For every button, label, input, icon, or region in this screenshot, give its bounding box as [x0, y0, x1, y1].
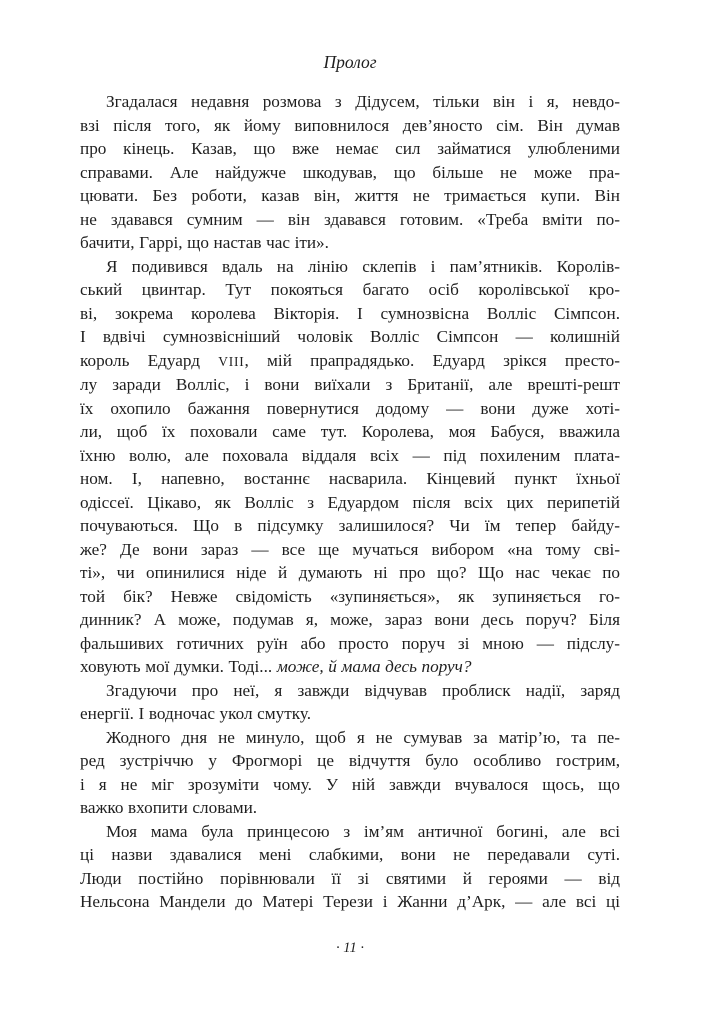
- text-segment: лу заради Волліс, і вони виїхали з Британії, але врешті-решт: [80, 375, 620, 394]
- text-segment: їхню волю, але поховала віддаля всіх — під похиленим плата-: [80, 445, 620, 465]
- text-segment: Люди постійно порівнювали її зі святими й героями — від: [80, 868, 620, 888]
- text-segment: енергії. І водночас укол смутку.: [80, 704, 312, 723]
- text-line: [80, 679, 620, 703]
- paragraph: [80, 679, 620, 726]
- text-segment: ці назви здавалися мені слабкими, вони не передавали суті.: [80, 845, 620, 864]
- text-segment-italic: може, й мама десь поруч?: [276, 657, 472, 676]
- text-line: [80, 161, 620, 185]
- text-line: [80, 749, 620, 773]
- paragraph: [80, 255, 620, 679]
- text-line: [80, 397, 620, 421]
- text-line: [80, 538, 620, 562]
- text-segment: ховують мої думки. Тоді...: [80, 657, 277, 676]
- text-line: [80, 514, 620, 538]
- text-line: [80, 608, 620, 632]
- text-line: [80, 773, 620, 797]
- text-line: [80, 702, 620, 726]
- text-segment-smallcaps: VIII: [218, 353, 245, 369]
- text-line: [80, 90, 620, 114]
- text-segment: Згадалася недавня розмова з Дідусем, тільки він і я, невдо-: [106, 92, 620, 111]
- text-segment: динник? А може, подумав я, може, зараз вони десь поруч? Біля: [80, 610, 620, 629]
- text-line: [80, 137, 620, 161]
- text-segment: про кінець. Казав, що вже немає сил займатися улюбленими: [80, 139, 620, 158]
- text-segment: ві, зокрема королева Вікторія. І сумнозвісна Волліс Сімпсон.: [80, 303, 620, 323]
- text-line: [80, 867, 620, 891]
- text-segment: Згадуючи про неї, я завжди відчував проблиск надії, заряд: [106, 680, 620, 700]
- chapter-title: Пролог: [323, 52, 377, 72]
- text-line: [80, 796, 620, 820]
- text-line: [80, 208, 620, 232]
- text-segment: ський цвинтар. Тут покояться багато осіб королівської кро-: [80, 280, 620, 299]
- text-segment: же? Де вони зараз — все ще мучаться вибором «на тому сві-: [80, 539, 620, 559]
- text-segment: король Едуард: [80, 350, 219, 370]
- text-segment: одіссеї. Цікаво, як Волліс з Едуардом після всіх цих перипетій: [80, 492, 620, 512]
- text-segment: ном. І, напевно, востаннє насварила. Кінцевий пункт їхньої: [80, 469, 620, 488]
- text-segment: І вдвічі сумнозвісніший чоловік Волліс Сімпсон — колишній: [80, 327, 620, 346]
- text-segment: Я подивився вдаль на лінію склепів і пам’ятників. Королів-: [106, 256, 620, 276]
- text-segment: ті», чи опинилися ніде й думають ні про що? Що нас чекає по: [80, 563, 620, 582]
- text-segment: цювати. Без роботи, казав він, життя не тримається купи. Він: [80, 186, 620, 205]
- text-line: [80, 467, 620, 491]
- text-segment: важко вхопити словами.: [80, 798, 258, 817]
- text-line: [80, 561, 620, 585]
- text-segment: фальшивих готичних руїн або просто поруч зі мною — підслу-: [80, 633, 620, 653]
- text-segment: бачити, Гаррі, що настав час іти».: [80, 233, 329, 252]
- text-segment: справами. Але найдужче шкодував, що більше не може пра-: [80, 162, 620, 182]
- text-segment: ли, щоб їх поховали саме тут. Королева, моя Бабуся, вважила: [80, 422, 620, 441]
- text-line: [80, 655, 620, 679]
- text-line: [80, 890, 620, 914]
- text-line: [80, 373, 620, 397]
- text-line: [80, 820, 620, 844]
- text-segment: почуваються. Що в підсумку залишилося? Чи їм тепер байду-: [80, 516, 620, 535]
- text-segment: той бік? Невже свідомість «зупиняється», як зупиняється го-: [80, 586, 620, 606]
- text-segment: Нельсона Мандели до Матері Терези і Жанни д’Арк, — але всі ці: [80, 892, 620, 911]
- text-segment: і я не міг зрозуміти чому. У ній завжди вчувалося щось, що: [80, 774, 620, 794]
- text-line: [80, 302, 620, 326]
- text-line: [80, 726, 620, 750]
- text-line: [80, 349, 620, 374]
- text-segment: Жодного дня не минуло, щоб я не сумував за матір’ю, та пе-: [106, 727, 620, 747]
- text-segment: Моя мама була принцесою з ім’ям античної богині, але всі: [106, 821, 620, 841]
- text-line: [80, 444, 620, 468]
- paragraph: [80, 726, 620, 820]
- text-line: [80, 278, 620, 302]
- text-line: [80, 325, 620, 349]
- text-segment: ред зустріччю у Фрогморі це відчуття було особливо гострим,: [80, 751, 620, 770]
- text-line: [80, 843, 620, 867]
- text-line: [80, 420, 620, 444]
- text-line: [80, 585, 620, 609]
- text-segment: їх охопило бажання повернутися додому — вони дуже хоті-: [80, 398, 620, 418]
- text-line: [80, 255, 620, 279]
- text-line: [80, 114, 620, 138]
- paragraph: [80, 820, 620, 914]
- page-number: · 11 ·: [336, 940, 364, 956]
- paragraph: [80, 90, 620, 255]
- text-block: [80, 90, 620, 914]
- text-line: [80, 491, 620, 515]
- text-line: [80, 231, 620, 255]
- text-segment: не здавався сумним — він здавався готовим. «Треба вміти по-: [80, 209, 620, 229]
- text-line: [80, 632, 620, 656]
- text-segment: , мій прапрадядько. Едуард зрікся престо-: [244, 350, 620, 370]
- text-segment: взі після того, як йому виповнилося дев’яносто сім. Він думав: [80, 115, 620, 135]
- text-line: [80, 184, 620, 208]
